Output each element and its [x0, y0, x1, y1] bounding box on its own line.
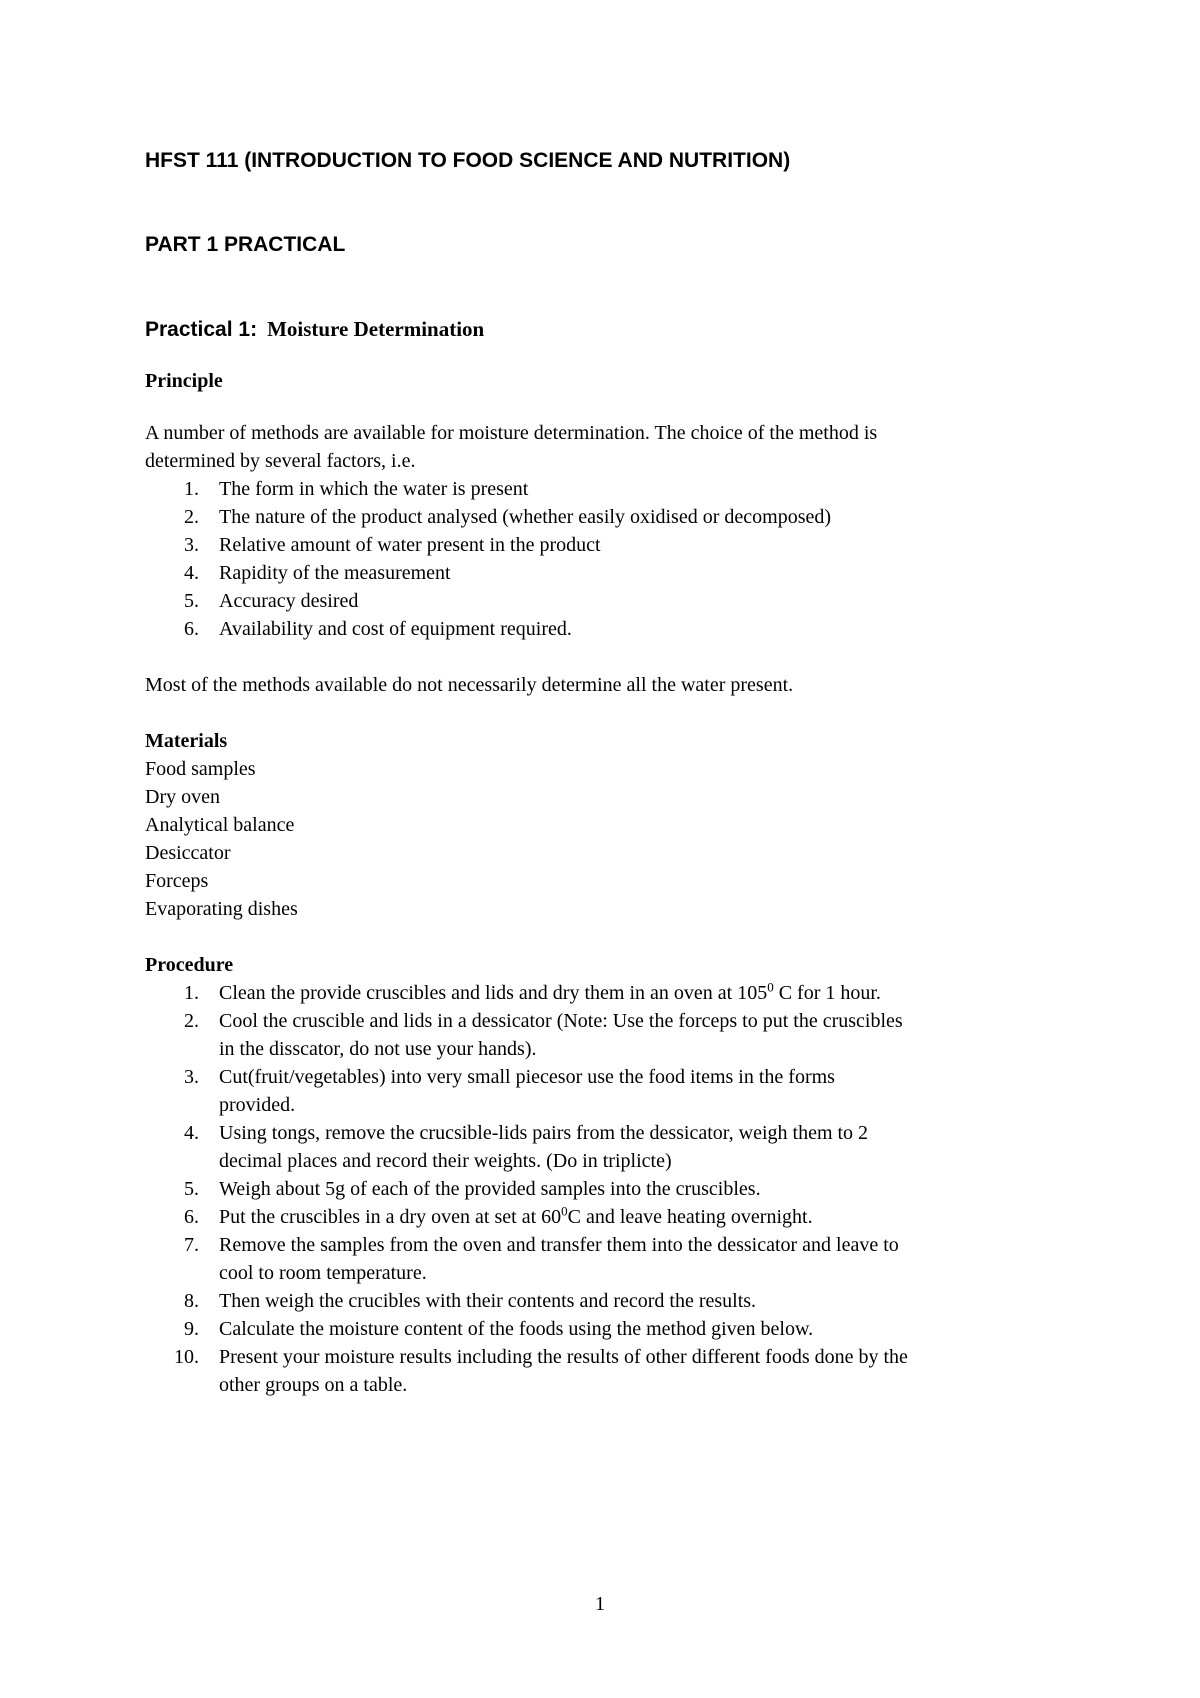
principle-note: Most of the methods available do not necessarily determine all the water present.: [145, 674, 794, 696]
list-item-text: C and leave heating overnight.: [567, 1206, 813, 1228]
list-item: Evaporating dishes: [145, 898, 298, 920]
procedure-heading: Procedure: [145, 954, 234, 976]
list-item: [145, 503, 1075, 531]
list-item-number: 5.: [184, 590, 199, 612]
practical-title: [145, 316, 1075, 343]
course-title: HFST 111 (INTRODUCTION TO FOOD SCIENCE AND NUTRITION): [145, 149, 791, 172]
list-item-number: 9.: [184, 1318, 199, 1340]
list-item-number: 5.: [184, 1178, 199, 1200]
list-item: [145, 1287, 1075, 1315]
list-item-number: 4.: [184, 1122, 199, 1144]
list-item: Food samples: [145, 758, 256, 780]
list-item-number: 10.: [174, 1346, 199, 1368]
list-item-text: The form in which the water is present: [219, 478, 529, 500]
list-item: [145, 1315, 1075, 1343]
list-item-text: other groups on a table.: [219, 1374, 408, 1396]
practical-name: Moisture Determination: [267, 317, 485, 341]
superscript: 0: [767, 979, 774, 995]
list-item-number: 2.: [184, 1010, 199, 1032]
list-item-text: Put the cruscibles in a dry oven at set at 60: [219, 1206, 562, 1228]
list-item-text: in the disscator, do not use your hands).: [219, 1038, 537, 1060]
list-item-number: 2.: [184, 506, 199, 528]
procedure-list: [145, 979, 1075, 1399]
superscript: 0: [561, 1203, 568, 1219]
list-item: [145, 1063, 1075, 1119]
materials-list: [145, 755, 1075, 923]
list-item-text: Then weigh the crucibles with their contents and record the results.: [219, 1290, 757, 1312]
list-item: [145, 1007, 1075, 1063]
list-item-text: Using tongs, remove the crucsible-lids pairs from the dessicator, weigh them to 2: [219, 1122, 869, 1144]
list-item-text: cool to room temperature.: [219, 1262, 427, 1284]
list-item-text: provided.: [219, 1094, 296, 1116]
list-item: Dry oven: [145, 786, 220, 808]
list-item: [145, 1175, 1075, 1203]
list-item-text: Clean the provide cruscibles and lids and dry them in an oven at 105: [219, 982, 768, 1004]
list-item: [145, 1343, 1075, 1399]
list-item: Forceps: [145, 870, 209, 892]
list-item-text: Calculate the moisture content of the foods using the method given below.: [219, 1318, 814, 1340]
list-item: [145, 979, 1075, 1007]
list-item-text: Cool the cruscible and lids in a dessicator (Note: Use the forceps to put the cruscibles: [219, 1010, 903, 1032]
list-item: [145, 475, 1075, 503]
list-item-text: decimal places and record their weights. (Do in triplicte): [219, 1150, 672, 1172]
list-item-text: Relative amount of water present in the product: [219, 534, 601, 556]
list-item: [145, 615, 1075, 643]
list-item-text: Remove the samples from the oven and transfer them into the dessicator and leave to: [219, 1234, 899, 1256]
list-item-text: Present your moisture results including the results of other different foods done by the: [219, 1346, 908, 1368]
list-item-text: Weigh about 5g of each of the provided samples into the cruscibles.: [219, 1178, 761, 1200]
principle-intro-line-2: determined by several factors, i.e.: [145, 450, 416, 472]
list-item-number: 3.: [184, 1066, 199, 1088]
principle-heading: Principle: [145, 370, 223, 392]
list-item-number: 3.: [184, 534, 199, 556]
practical-label: Practical 1:: [145, 318, 258, 341]
materials-heading: Materials: [145, 730, 228, 752]
page-number: 1: [595, 1593, 605, 1615]
list-item-number: 8.: [184, 1290, 199, 1312]
list-item-number: 6.: [184, 618, 199, 640]
list-item-number: 7.: [184, 1234, 199, 1256]
principle-intro: [145, 419, 1075, 475]
principle-intro-line-1: A number of methods are available for moisture determination. The choice of the method is: [145, 422, 878, 444]
list-item-text: Cut(fruit/vegetables) into very small piecesor use the food items in the forms: [219, 1066, 835, 1088]
list-item-text: C for 1 hour.: [773, 982, 881, 1004]
list-item-text: Rapidity of the measurement: [219, 562, 451, 584]
page-content: [145, 148, 1075, 1399]
list-item-text: The nature of the product analysed (whether easily oxidised or decomposed): [219, 506, 832, 528]
factors-list: [145, 475, 1075, 643]
list-item-text: Accuracy desired: [219, 590, 359, 612]
list-item: [145, 1231, 1075, 1287]
list-item-number: 4.: [184, 562, 199, 584]
list-item-number: 6.: [184, 1206, 199, 1228]
list-item: Desiccator: [145, 842, 231, 864]
list-item-text: Availability and cost of equipment required.: [219, 618, 572, 640]
list-item: [145, 587, 1075, 615]
list-item: [145, 1119, 1075, 1175]
list-item-number: 1.: [184, 982, 199, 1004]
list-item: [145, 1203, 1075, 1231]
part-title: PART 1 PRACTICAL: [145, 233, 346, 256]
list-item: [145, 531, 1075, 559]
list-item-number: 1.: [184, 478, 199, 500]
list-item: Analytical balance: [145, 814, 295, 836]
list-item: [145, 559, 1075, 587]
